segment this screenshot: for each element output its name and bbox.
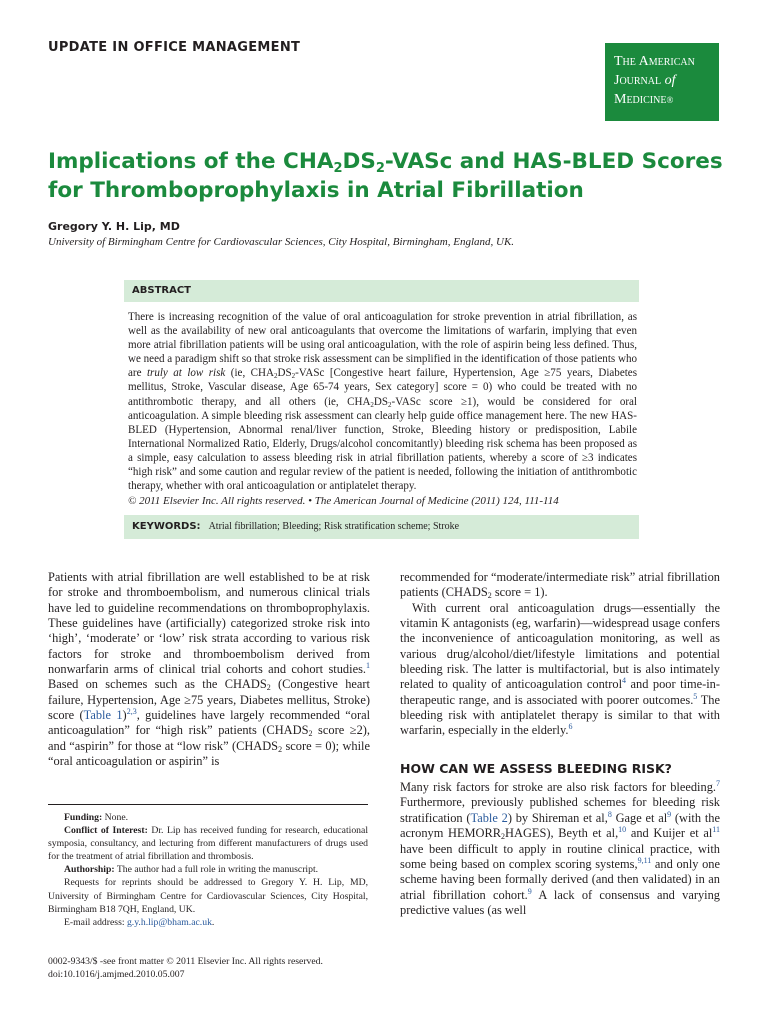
footnote-authorship: Authorship: The author had a full role in writing the manuscript. <box>64 864 319 876</box>
section-header: UPDATE IN OFFICE MANAGEMENT <box>48 40 301 55</box>
footnote-reprints: Requests for reprints should be addressed to Gregory Y. H. Lip, MD, University of Birmingham Centre for Cardiovascular Sciences, City Hospital, Birmingham B18 7QH, England, UK. <box>48 877 368 915</box>
section-heading: HOW CAN WE ASSESS BLEEDING RISK? <box>400 760 672 776</box>
keywords-bar <box>124 515 639 539</box>
issn-line: 0002-9343/$ -see front matter © 2011 Elsevier Inc. All rights reserved. <box>48 956 323 967</box>
citation-ref[interactable]: 5 <box>693 691 698 701</box>
footnote-email: E-mail address: g.y.h.lip@bham.ac.uk. <box>64 916 215 928</box>
citation-ref[interactable]: 4 <box>622 676 627 686</box>
journal-logo-line1: The American <box>614 54 695 69</box>
journal-logo-line3: Medicine® <box>614 92 674 107</box>
body-paragraph: With current oral anticoagulation drugs—essentially the vitamin K antagonists (eg, warfarin)—widespread usage confers the inconvenience of anticoagulation monitoring, as well as various drug/alcohol/diet/lifestyle limitations and potential bleeding risk. The latter is multifactorial, but is also intimately related to quality of anticoagulation control$^4$ and poor time-in-therapeutic range, and is associated with poorer outcomes.$^5$ The bleeding risk with antiplatelet therapy is similar to that with warfarin, especially in the elderly.$^6$ <box>400 600 721 738</box>
body-paragraph: Many risk factors for stroke are also risk factors for bleeding.$^7$ Furthermore, previously published schemes for bleeding risk stratification (Table 2) by Shireman et al,$^8$ Gage et $al^9$ (with the acronym $HEMORR_2HAGES$), Beyth et al,$^{10}$ and Kuijer et $al^{11}$ have been difficult to apply in routine clinical practice, with some being based on complex scoring systems,$^{9,11}$ and only one scheme having been formally derived (and then validated) in an atrial fibrillation cohort.$^9$ A lack of consensus and varying predictive values (as well <box>400 779 720 917</box>
citation-ref[interactable]: 9 <box>667 809 672 819</box>
citation-ref[interactable]: 9 <box>527 886 532 896</box>
body-paragraph: recommended for “moderate/intermediate risk” atrial fibrillation patients ($CHADS_2$ score = 1). <box>400 570 720 601</box>
citation-ref[interactable]: 6 <box>568 722 573 732</box>
table-2-link[interactable]: Table 2 <box>470 810 508 825</box>
citation-ref[interactable]: 7 <box>716 779 720 788</box>
table-1-link[interactable]: Table 1 <box>83 708 123 723</box>
keywords-list: Atrial fibrillation; Bleeding; Risk stratification scheme; Stroke <box>208 521 460 533</box>
keywords-label: KEYWORDS: <box>132 521 201 533</box>
body-right-column <box>400 570 720 918</box>
citation-ref[interactable]: 10 <box>618 825 627 835</box>
body-paragraph: Patients with atrial fibrillation are well established to be at risk for stroke and thromboembolism, and numerous clinical trials have led to guideline recommendations on thromboprophylaxis. These guidelines have (artificially) categorized stroke risk into ‘high’, ‘moderate’ or ‘low’ risk strata according to various risk factors for stroke and thromboembolism derived from nonwarfarin arms of clinical trial cohorts and cohort studies.$^1$ Based on schemes such as the $CHADS_2$ (Congestive heart failure, Hypertension, Age ≥75 years, Diabetes mellitus, Stroke) score (Table 1)$^{2,3}$, guidelines have largely recommended “oral anticoagulation” for “high risk” patients ($CHADS_2$ score ≥2), and “aspirin” for those at “low risk” ($CHADS_2$ score = 0); while “oral anticoagulation or aspirin” is <box>48 570 371 769</box>
citation-ref[interactable]: 2,3 <box>126 706 137 716</box>
citation-ref[interactable]: 8 <box>607 809 612 819</box>
author-affiliation: University of Birmingham Centre for Cardiovascular Sciences, City Hospital, Birmingham, England, UK. <box>48 236 515 248</box>
page-footer <box>48 955 323 981</box>
citation-ref[interactable]: 1 <box>366 660 370 670</box>
copyright-citation: © 2011 Elsevier Inc. All rights reserved. • The American Journal of Medicine (2011) 124, 111-114 <box>128 495 559 508</box>
abstract-heading: ABSTRACT <box>124 280 639 302</box>
footnotes <box>48 811 368 929</box>
abstract-box <box>124 280 639 539</box>
abstract-text: There is increasing recognition of the value of oral anticoagulation for stroke prevention in atrial fibrillation, as well as the availability of new oral anticoagulants that overcome the limitations of warfarin, implying that even more atrial fibrillation patients will be using oral anticoagulation, with the role of aspirin being less defined. Thus, we need a paradigm shift so that stroke risk assessment can be simplified in the identification of those patients who are truly at low risk (ie, $CHA_2DS_2$-VASc [Congestive heart failure, Hypertension, Age ≥75 years, Diabetes mellitus, Stroke, Vascular disease, Age 65-74 years, Sex category] score = 0) who could be treated with no antithrombotic therapy, and all others (ie, $CHA_2DS_2$-VASc score ≥1), would be considered for oral anticoagulation. A simple bleeding risk assessment can clearly help guide office management here. The new HAS-BLED (Hypertension, Abnormal renal/liver function, Stroke, Bleeding history or predisposition, Labile International Normalized Ratio, Elderly, Drugs/alcohol concomitantly) bleeding risk schema has been proposed as a simple, easy calculation to assess bleeding risk in atrial fibrillation patients, whereby a score of ≥3 indicates “high risk” and some caution and regular review of the patient is needed, following the initiation of antithrombotic therapy, whether with oral anticoagulation or antiplatelet therapy. <box>128 311 637 493</box>
citation-ref[interactable]: 11 <box>712 825 720 835</box>
article-title: Implications of the $CHA_2DS_2$-VASc and HAS-BLED Scores for Thromboprophylaxis in Atrial Fibrillation <box>48 149 723 203</box>
body-left-column <box>48 570 370 769</box>
citation-ref[interactable]: 9,11 <box>637 855 652 865</box>
doi-line: doi:10.1016/j.amjmed.2010.05.007 <box>48 969 185 980</box>
journal-logo <box>605 43 719 121</box>
footnote-funding: Funding: None. <box>64 812 129 823</box>
footnote-divider <box>48 804 368 805</box>
email-link[interactable]: g.y.h.lip@bham.ac.uk <box>126 916 212 928</box>
journal-logo-line2: Journal of <box>614 73 676 88</box>
footnote-conflict: Conflict of Interest: Dr. Lip has received funding for research, educational symposia, consultancy, and lecturing from different manufacturers of drugs used for the treatment of atrial fibrillation and thrombosis. <box>48 825 369 863</box>
author-name: Gregory Y. H. Lip, MD <box>48 220 180 233</box>
